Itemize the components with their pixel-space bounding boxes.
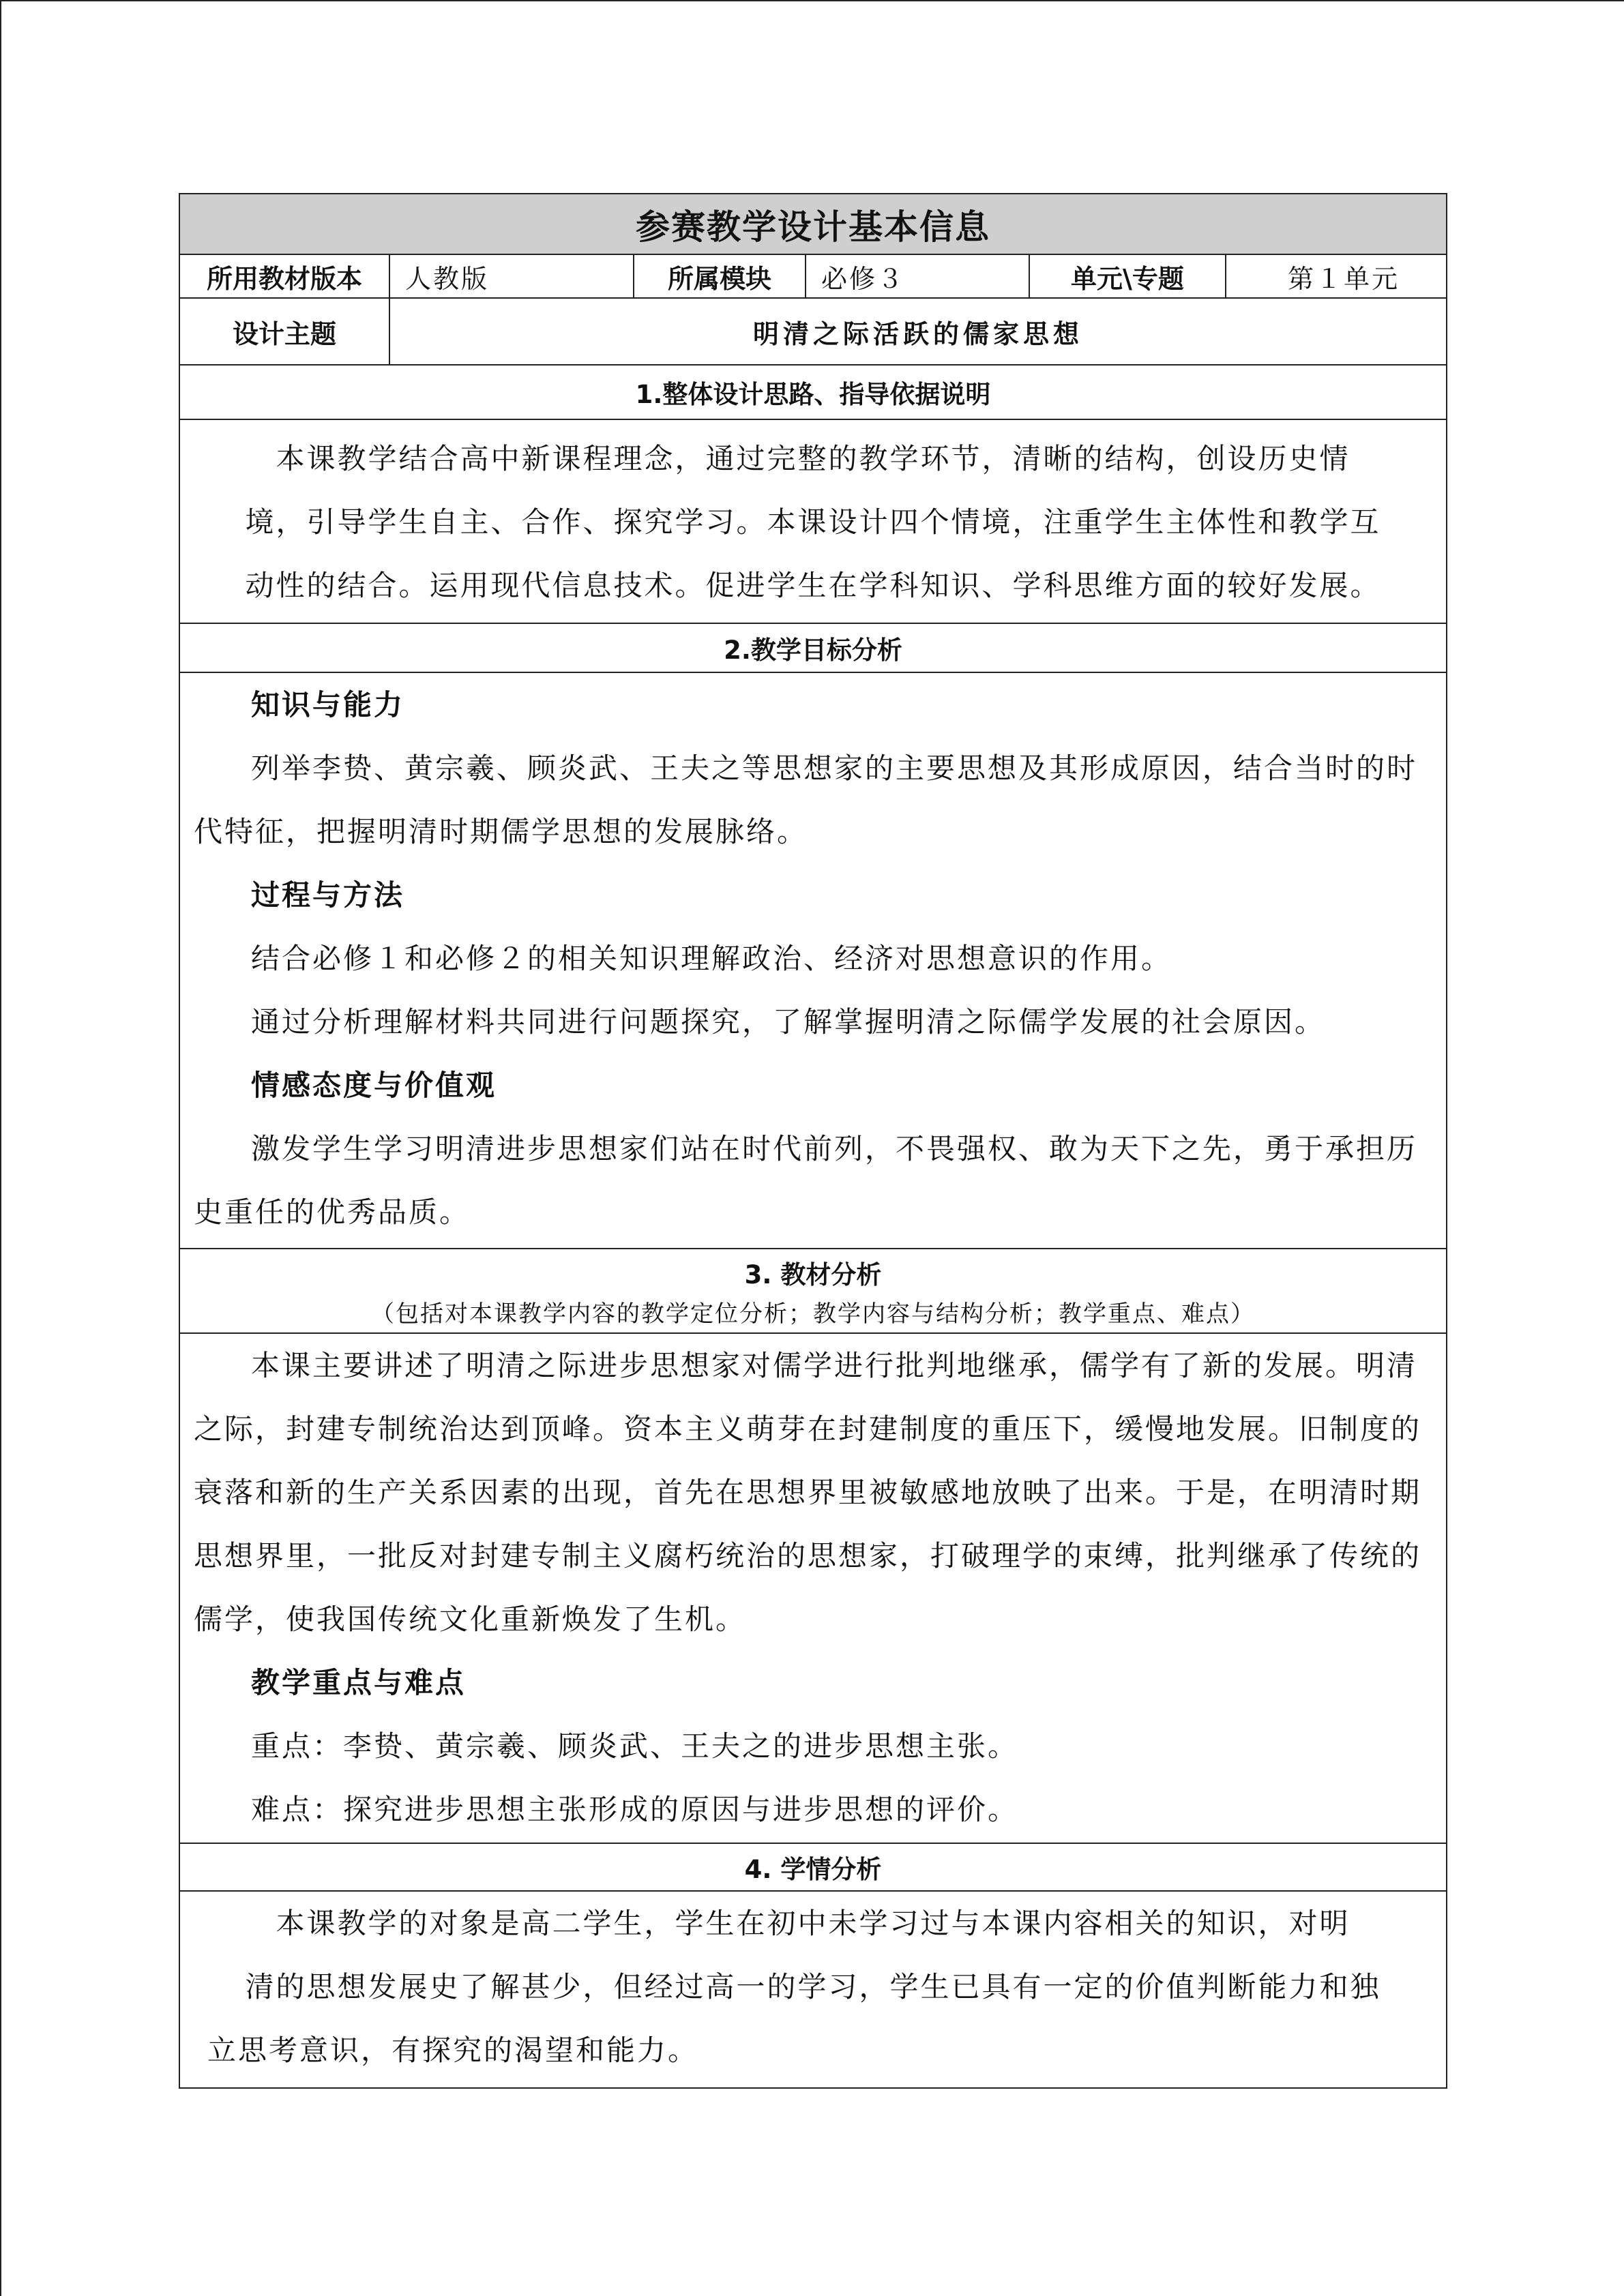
module-label: 所属模块 <box>634 254 806 298</box>
design-info-table <box>179 193 1447 2089</box>
section-3-subtitle: （包括对本课教学内容的教学定位分析；教学内容与结构分析；教学重点、难点） <box>371 1300 1255 1328</box>
section-2-heading: 2.教学目标分析 <box>179 623 1447 672</box>
theme-row <box>179 298 1447 365</box>
process-text-1: 结合必修１和必修２的相关知识理解政治、经济对思想意识的作用。 <box>251 942 1172 975</box>
textbook-label: 所用教材版本 <box>179 254 389 298</box>
process-text-2: 通过分析理解材料共同进行问题探究，了解掌握明清之际儒学发展的社会原因。 <box>251 1005 1326 1039</box>
difficult-point: 难点：探究进步思想主张形成的原因与进步思想的评价。 <box>251 1793 1019 1826</box>
section-4-line: 清的思想发展史了解甚少，但经过高一的学习，学生已具有一定的价值判断能力和独 <box>245 1970 1381 2003</box>
emotion-title: 情感态度与价值观 <box>251 1069 497 1102</box>
basic-info-row <box>179 254 1447 298</box>
section-1-line: 动性的结合。运用现代信息技术。促进学生在学科知识、学科思维方面的较好发展。 <box>245 569 1381 602</box>
process-title: 过程与方法 <box>251 878 405 912</box>
form-title: 参赛教学设计基本信息 <box>179 194 1447 254</box>
theme-label: 设计主题 <box>179 298 389 365</box>
section-4-line: 立思考意识，有探究的渴望和能力。 <box>207 2033 699 2067</box>
section-4-line: 本课教学的对象是高二学生，学生在初中未学习过与本课内容相关的知识，对明 <box>276 1907 1350 1940</box>
key-point: 重点：李贽、黄宗羲、顾炎武、王夫之的进步思想主张。 <box>251 1729 1019 1763</box>
theme-value: 明清之际活跃的儒家思想 <box>389 298 1447 365</box>
section-1-body <box>179 419 1447 623</box>
key-points-title: 教学重点与难点 <box>251 1666 467 1699</box>
emotion-text: 激发学生学习明清进步思想家们站在时代前列，不畏强权、敢为天下之先，勇于承担历史重任的优秀品质。 <box>194 1132 1418 1229</box>
knowledge-title: 知识与能力 <box>251 688 405 721</box>
module-value: 必修３ <box>806 254 1029 298</box>
section-4-body <box>179 1891 1447 2088</box>
section-1-line: 境，引导学生自主、合作、探究学习。本课设计四个情境，注重学生主体性和教学互 <box>245 505 1381 539</box>
section-3-body <box>179 1333 1447 1843</box>
section-3-title: 3. 教材分析 <box>744 1259 882 1289</box>
section-1-line: 本课教学结合高中新课程理念，通过完整的教学环节，清晰的结构，创设历史情 <box>276 442 1350 475</box>
unit-label: 单元\专题 <box>1029 254 1226 298</box>
unit-value: 第１单元 <box>1226 254 1447 298</box>
section-1-heading: 1.整体设计思路、指导依据说明 <box>179 365 1447 419</box>
section-2-body <box>179 672 1447 1249</box>
textbook-value: 人教版 <box>389 254 634 298</box>
knowledge-text: 列举李贽、黄宗羲、顾炎武、王夫之等思想家的主要思想及其形成原因，结合当时的时代特征，把握明清时期儒学思想的发展脉络。 <box>194 751 1418 848</box>
section-3-heading <box>179 1249 1447 1333</box>
textbook-analysis-text: 本课主要讲述了明清之际进步思想家对儒学进行批判地继承，儒学有了新的发展。明清之际，封建专制统治达到顶峰。资本主义萌芽在封建制度的重压下，缓慢地发展。旧制度的衰落和新的生产关系因素的出现，首先在思想界里被敏感地放映了出来。于是，在明清时期思想界里，一批反对封建专制主义腐朽统治的思想家，打破理学的束缚，批判继承了传统的儒学，使我国传统文化重新焕发了生机。 <box>194 1349 1422 1636</box>
section-4-heading: 4. 学情分析 <box>179 1843 1447 1891</box>
